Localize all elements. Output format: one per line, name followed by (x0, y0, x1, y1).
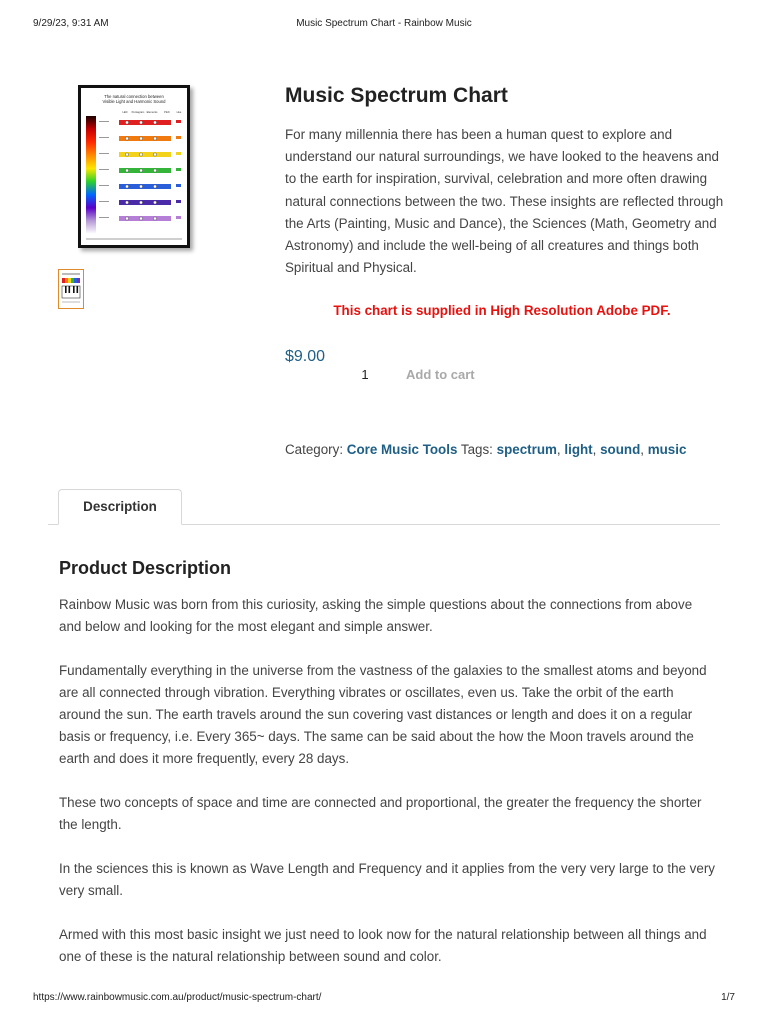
description-paragraph: These two concepts of space and time are connected and proportional, the greater the frequency the shorter the length. (59, 795, 702, 832)
chart-image-column-header: LED (122, 111, 128, 114)
chart-image-tick (99, 185, 109, 186)
chart-image-note-marker (125, 153, 128, 156)
chart-image-title-line-2: Visible Light and Harmonic Sound (102, 99, 166, 104)
chart-image-note-marker (153, 137, 156, 140)
tab-description[interactable]: Description (58, 489, 182, 525)
thumbnail-footer-bar (62, 301, 80, 303)
light-spectrum-bar (86, 116, 96, 234)
print-page-number: 1/7 (721, 992, 735, 1003)
chart-image-title-line-1: The natural connection between (104, 94, 164, 99)
print-footer (33, 992, 735, 1006)
chart-image-hue-swatch (176, 152, 181, 155)
add-to-cart-button[interactable]: Add to cart (400, 362, 481, 386)
chart-image-note-marker (139, 121, 142, 124)
description-paragraph: Fundamentally everything in the universe from the vastness of the galaxies to the smallest atoms and beyond are all connected through vibration. Everything vibrates or oscillates, even us. Take the orbit of the earth around the sun. The earth travels around the sun covering vast distances or length and does it on a regular basis or frequency, i.e. Every 365~ days. The same can be said about the how the Moon travels around the earth and does it more frequently, every 28 days. (59, 663, 707, 766)
category-link[interactable]: Core Music Tools (346, 442, 458, 457)
chart-image-tick (99, 169, 109, 170)
chart-image-tick (99, 121, 109, 122)
tags-label: Tags: (460, 442, 493, 457)
chart-image-column-header: Elements (146, 111, 158, 114)
tag-separator: , (556, 442, 565, 457)
print-page-title: Music Spectrum Chart - Rainbow Music (296, 18, 472, 29)
chart-image-note-marker (153, 153, 156, 156)
product-intro: For many millennia there has been a human quest to explore and understand our natural surroundings, we have looked to the heavens and to the earth for inspiration, survival, celebration and more often drawing natural connections between the two. These insights are reflected through the Arts (Painting, Music and Dance), the Sciences (Math, Geometry and Astronomy) and include the well-being of all creatures and things both Spiritual and Physical. (285, 127, 724, 276)
thumbnail-stripe (71, 278, 74, 283)
high-resolution-note: This chart is supplied in High Resolution Adobe PDF. (333, 303, 671, 318)
chart-image-hue-swatch (176, 120, 181, 123)
chart-image-footer-rule (86, 238, 182, 240)
chart-image-column-header: Pitch (164, 111, 170, 114)
tag-separator: , (592, 442, 601, 457)
thumbnail-stripe (74, 278, 77, 283)
quantity-input[interactable] (335, 360, 395, 388)
thumbnail-color-stripes (62, 278, 80, 283)
chart-image-tick (99, 201, 109, 202)
print-header (33, 18, 735, 32)
product-title: Music Spectrum Chart (285, 84, 508, 107)
chart-image-column-header: Hue (176, 111, 182, 114)
chart-image-column-headers (122, 110, 181, 114)
chart-image-note-marker (125, 169, 128, 172)
thumbnail-stripe (77, 278, 80, 283)
print-date: 9/29/23, 9:31 AM (33, 18, 109, 29)
description-body (59, 594, 715, 990)
chart-image-tick (99, 153, 109, 154)
description-paragraph: Rainbow Music was born from this curiosity, asking the simple questions about the connections from above and below and looking for the most elegant and simple answer. (59, 597, 693, 634)
chart-image-note-marker (153, 185, 156, 188)
category-label: Category: (285, 442, 344, 457)
spectrum-chart-image (81, 88, 187, 245)
product-thumbnail[interactable] (58, 269, 84, 309)
tag-link-light[interactable]: light (564, 442, 593, 457)
print-url: https://www.rainbowmusic.com.au/product/music-spectrum-chart/ (33, 992, 322, 1003)
chart-image-note-marker (139, 169, 142, 172)
chart-image-bands (99, 120, 181, 221)
chart-image-note-marker (125, 201, 128, 204)
chart-image-note-marker (153, 217, 156, 220)
tag-link-music[interactable]: music (647, 442, 687, 457)
chart-image-note-marker (139, 153, 142, 156)
thumbnail-piano-keys (62, 286, 80, 298)
chart-image-note-marker (153, 201, 156, 204)
thumbnail-title-bar (62, 273, 80, 275)
chart-image-tick (99, 137, 109, 138)
chart-image-column-header: Pentagram (131, 111, 145, 114)
product-meta (285, 442, 686, 457)
chart-image-hue-swatch (176, 168, 181, 171)
product-price: $9.00 (285, 348, 326, 365)
thumbnail-stripe (65, 278, 68, 283)
description-paragraph: Armed with this most basic insight we just need to look now for the natural relationship between all things and one of these is the natural relationship between sound and color. (59, 927, 707, 964)
chart-image-note-marker (139, 217, 142, 220)
description-paragraph: In the sciences this is known as Wave Length and Frequency and it applies from the very very large to the very very small. (59, 861, 715, 898)
thumbnail-image (59, 270, 83, 308)
thumbnail-stripe (62, 278, 65, 283)
chart-image-hue-swatch (176, 200, 181, 203)
thumbnail-stripe (68, 278, 71, 283)
chart-image-note-marker (125, 217, 128, 220)
tag-separator: , (640, 442, 648, 457)
chart-image-note-marker (153, 121, 156, 124)
chart-image-note-marker (125, 121, 128, 124)
chart-image-note-marker (153, 169, 156, 172)
chart-image-note-marker (139, 185, 142, 188)
description-heading: Product Description (59, 558, 232, 578)
chart-image-note-marker (125, 137, 128, 140)
chart-image-hue-swatch (176, 216, 181, 219)
chart-image-hue-swatch (176, 136, 181, 139)
chart-image-note-marker (139, 201, 142, 204)
chart-image-note-marker (139, 137, 142, 140)
tag-link-spectrum[interactable]: spectrum (496, 442, 557, 457)
chart-image-hue-swatch (176, 184, 181, 187)
chart-image-note-marker (125, 185, 128, 188)
chart-image-tick (99, 217, 109, 218)
product-main-image[interactable] (78, 85, 190, 248)
tag-link-sound[interactable]: sound (600, 442, 641, 457)
